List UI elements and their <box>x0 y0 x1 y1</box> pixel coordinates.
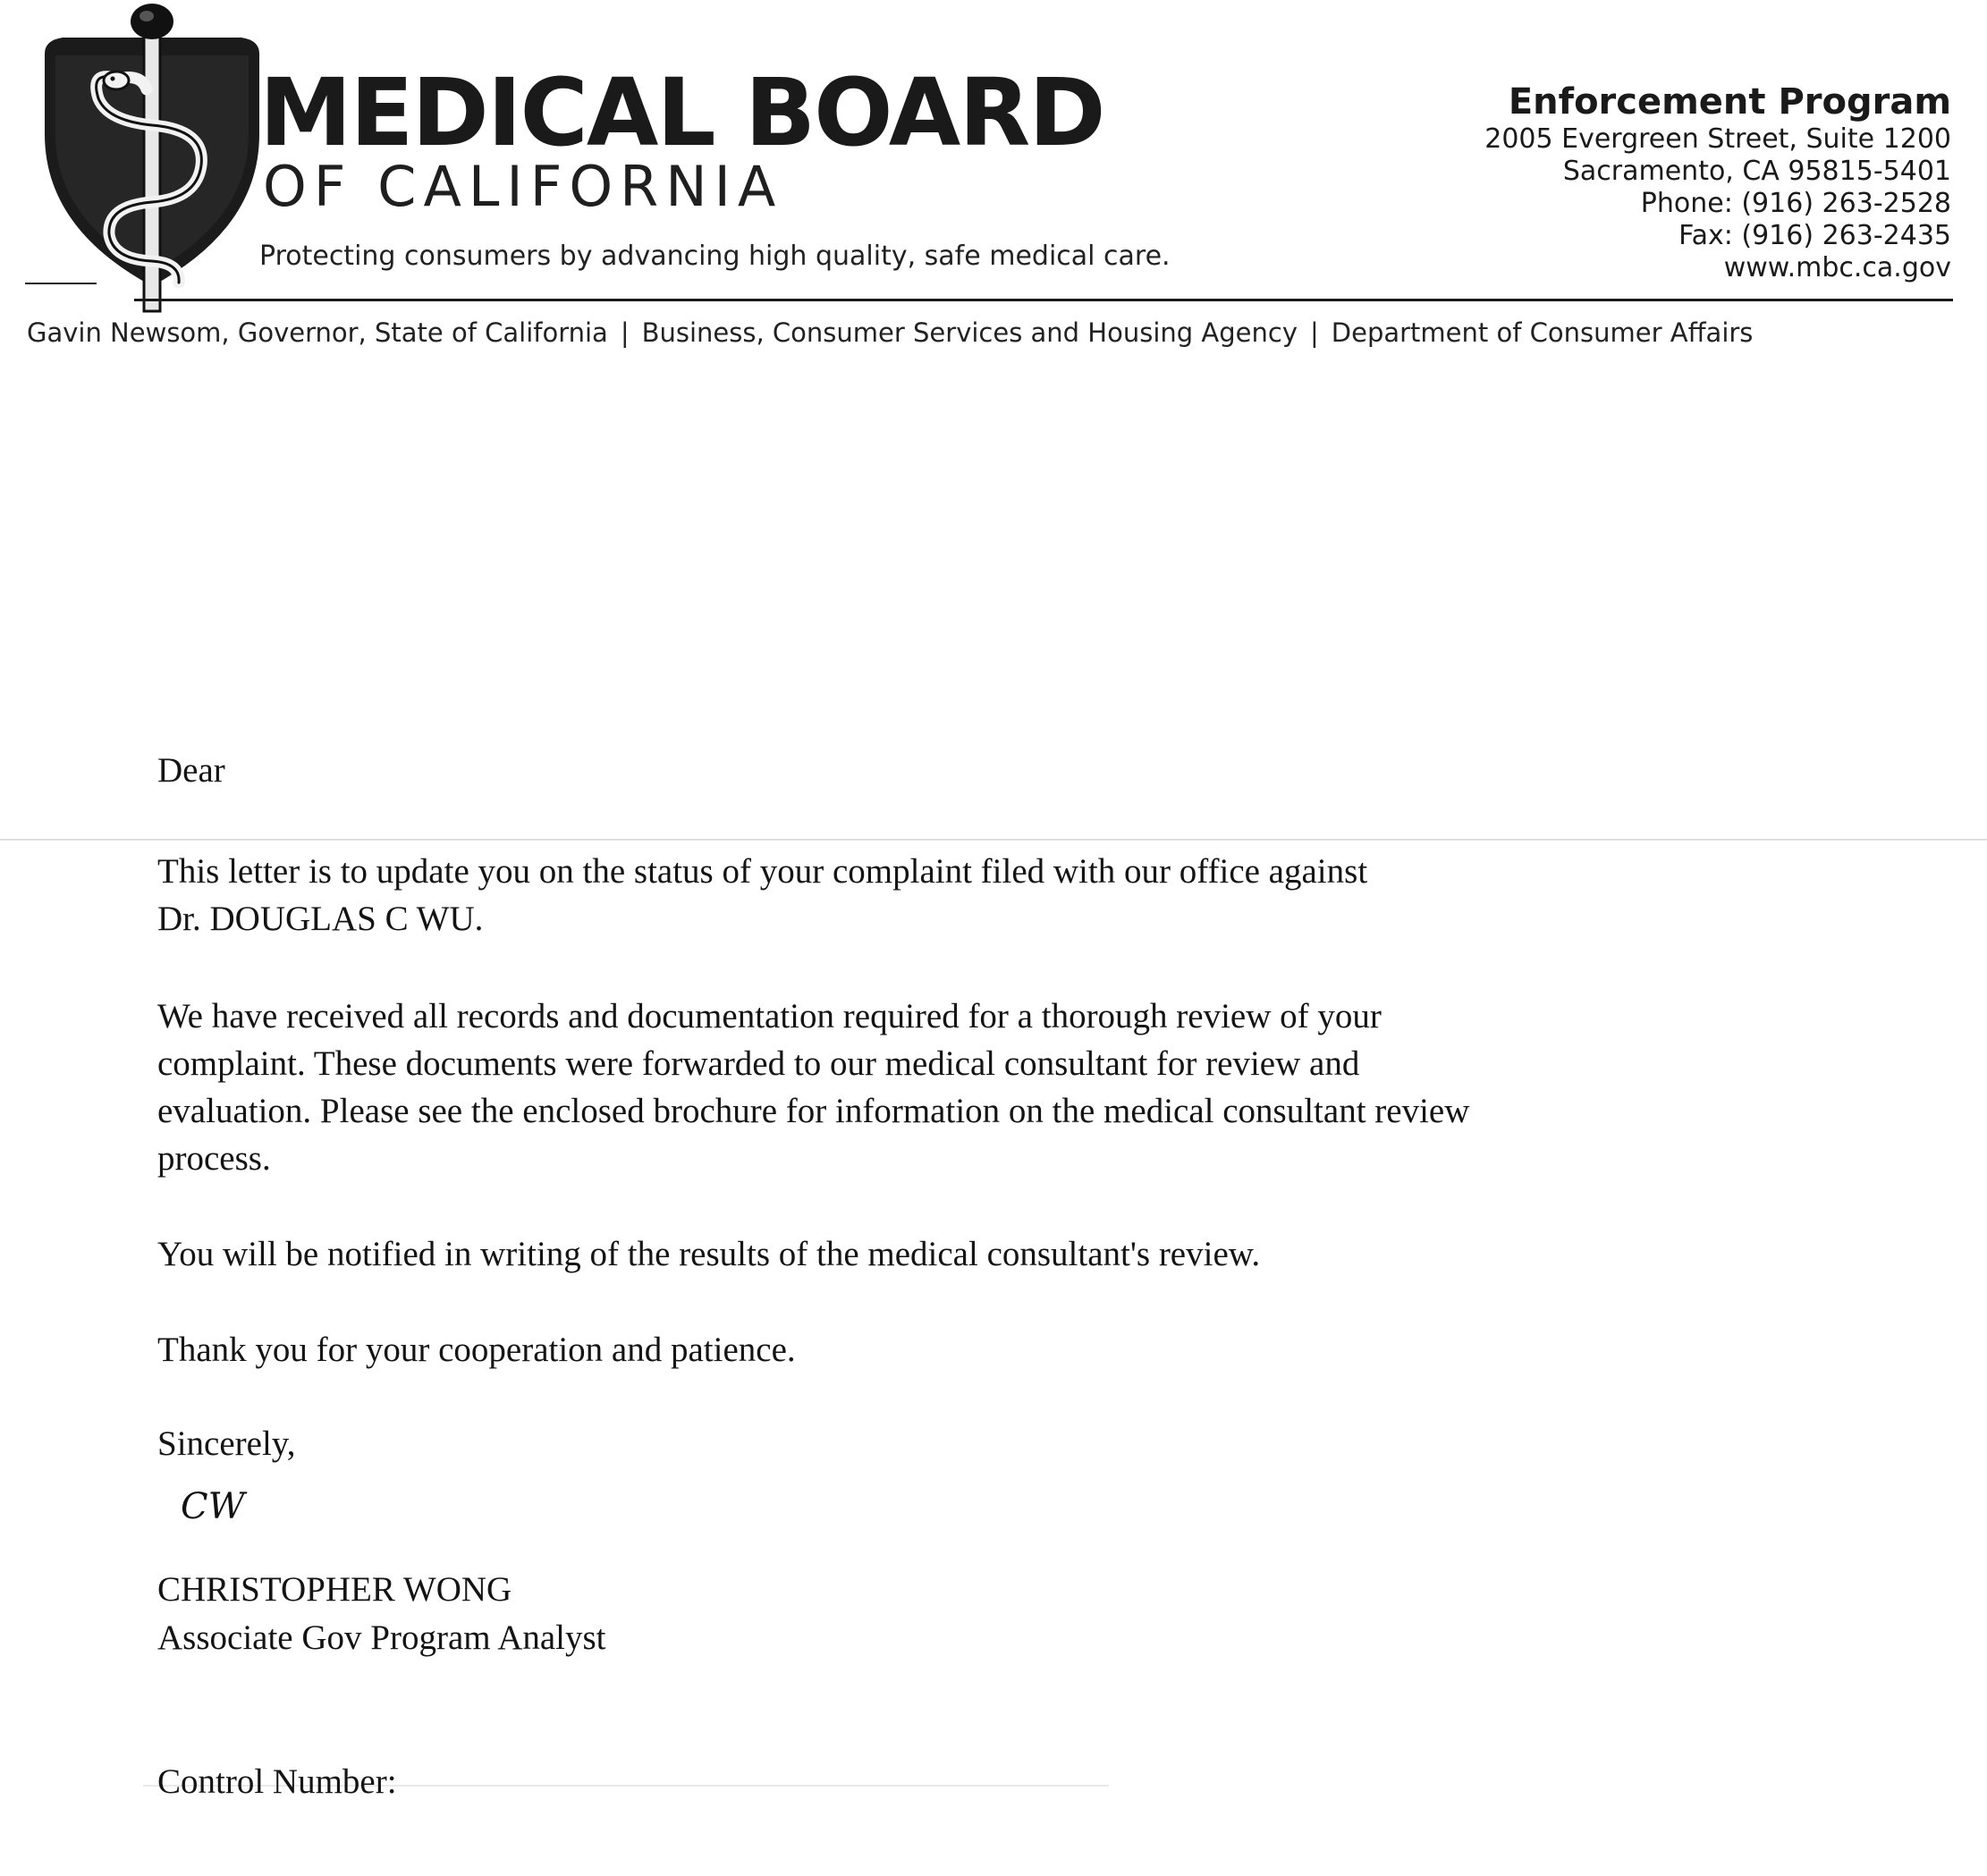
phone-number: Phone: (916) 263-2528 <box>1640 188 1951 219</box>
header-divider <box>134 299 1953 301</box>
org-name: MEDICAL BOARD <box>259 58 1104 167</box>
paragraph-line: We have received all records and documentation required for a thorough review of your <box>157 997 1382 1035</box>
closing: Sincerely, <box>157 1424 296 1463</box>
department-text: Department of Consumer Affairs <box>1331 317 1754 348</box>
signer-block <box>157 1566 1856 1662</box>
signature-initials: CW <box>181 1486 245 1527</box>
program-name: Enforcement Program <box>1508 81 1951 123</box>
address-line-1: 2005 Evergreen Street, Suite 1200 <box>1484 123 1951 155</box>
paragraph-line: Dr. DOUGLAS C WU. <box>157 900 484 938</box>
greeting: Dear <box>157 751 225 790</box>
agency-text: Business, Consumer Services and Housing Agency <box>641 317 1298 348</box>
address-line-2: Sacramento, CA 95815-5401 <box>1562 156 1951 187</box>
paragraph-line: process. <box>157 1139 271 1178</box>
caduceus-shield-icon <box>36 0 268 322</box>
paragraph-line: evaluation. Please see the enclosed brochure for information on the medical consultant review <box>157 1092 1470 1130</box>
signer-name: CHRISTOPHER WONG <box>157 1570 512 1609</box>
control-number-label: Control Number: <box>157 1762 397 1801</box>
tagline: Protecting consumers by advancing high quality, safe medical care. <box>259 241 1171 272</box>
paragraph-line: This letter is to update you on the status of your complaint filed with our office against <box>157 852 1368 891</box>
fax-number: Fax: (916) 263-2435 <box>1678 220 1951 251</box>
paragraph-3: You will be notified in writing of the results of the medical consultant's review. <box>157 1235 1261 1273</box>
letter-body <box>157 748 1856 1805</box>
website-link[interactable]: www.mbc.ca.gov <box>1723 252 1951 283</box>
paragraph-1 <box>157 848 1856 942</box>
contact-block <box>1484 82 1951 284</box>
header-divider-short <box>25 283 97 284</box>
governor-text: Gavin Newsom, Governor, State of California <box>27 317 608 348</box>
org-subtitle: OF CALIFORNIA <box>263 154 783 219</box>
signer-title: Associate Gov Program Analyst <box>157 1618 606 1657</box>
paragraph-4: Thank you for your cooperation and patience. <box>157 1331 796 1369</box>
separator: | <box>620 317 630 348</box>
agency-line <box>27 317 1754 348</box>
paragraph-line: complaint. These documents were forwarded to our medical consultant for review and <box>157 1044 1360 1083</box>
paragraph-2 <box>157 993 1856 1182</box>
separator: | <box>1309 317 1319 348</box>
